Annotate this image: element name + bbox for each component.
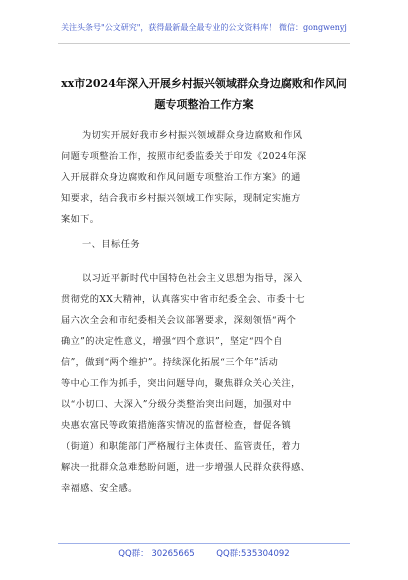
header-notice: 关注头条号"公文研究"，获得最新最全最专业的公文资料库！ 微信：gongwenyj: [61, 23, 347, 32]
text-line: 信”，做到“两个维护”。持续深化拓展“三个年”活动: [61, 357, 279, 368]
text-line: 为切实开展好我市乡村振兴领域群众身边腐败和作风: [82, 130, 303, 141]
text-line: 贯彻党的XX大精神，认真落实中省市纪委全会、市委十七: [61, 294, 305, 305]
section-heading: 一、目标任务: [82, 239, 141, 250]
text-line: 入开展群众身边腐败和作风问题专项整治工作方案》的通: [61, 172, 301, 183]
intro-paragraph: [61, 125, 351, 230]
footer-divider: [58, 543, 350, 544]
text-line: 知要求，结合我市乡村振兴领域工作实际，现制定实施方: [61, 193, 301, 204]
text-line: 幸福感、安全感。: [61, 483, 138, 494]
text-line: （街道）和职能部门严格履行主体责任、监管责任，着力: [61, 441, 301, 452]
text-line: 以“小切口、大深入”分级分类整治突出问题，加强对中: [61, 399, 292, 410]
header-divider: [58, 43, 350, 44]
title-line: xx市2024年深入开展乡村振兴领域群众身边腐败和作风问: [61, 77, 347, 90]
text-line: 问题专项整治工作，按照市纪委监委关于印发《2024年深: [61, 151, 307, 162]
document-title: [48, 73, 360, 115]
title-line: 题专项整治工作方案: [154, 98, 254, 111]
footer-contact: QQ群： 30265665 QQ群:535304092: [118, 549, 290, 559]
text-line: 解决一批群众急难愁盼问题，进一步增强人民群众获得感、: [61, 462, 311, 473]
text-line: 央惠农富民等政策措施落实情况的监督检查，督促各镇: [61, 420, 292, 431]
text-line: 等中心工作为抓手，突出问题导向，聚焦群众关心关注，: [61, 378, 301, 389]
text-line: 届六次全会和市纪委相关会议部署要求，深刻领悟“两个: [61, 315, 297, 326]
text-line: 以习近平新时代中国特色社会主义思想为指导，深入: [82, 273, 303, 284]
text-line: 案如下。: [61, 214, 100, 225]
text-line: 确立”的决定性意义，增强“四个意识”，坚定“四个自: [61, 336, 283, 347]
section-paragraph: [61, 268, 351, 499]
